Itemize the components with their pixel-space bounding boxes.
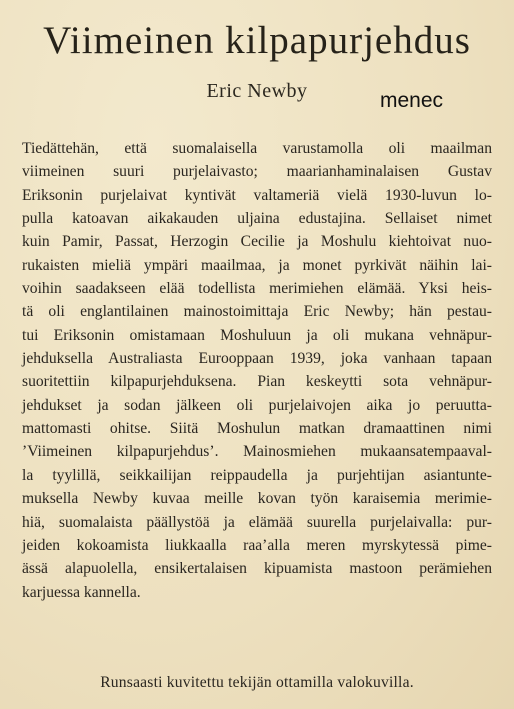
body-line: ’Viimeinen kilpapurjehdus’. Mainosmiehen mukaansatempaaval- (22, 443, 492, 461)
body-line: jeiden kokoamista liukkaalla raa’alla meren myrskytessä pime- (22, 536, 492, 554)
footer-note: Runsaasti kuvitettu tekijän ottamilla valokuvilla. (100, 674, 414, 691)
body-line: jehdukset ja sodan jälkeen oli purjelaivojen aika jo peruutta- (22, 396, 492, 414)
body-line: tui Eriksonin omistamaan Moshuluun ja oli mukana vehnäpur- (22, 326, 492, 344)
body-line: mattomasti ohitse. Siitä Moshulun matkan dramaattinen nimi (22, 420, 492, 438)
body-line: viimeinen suuri purjelaivasto; maarianhaminalaisen Gustav (22, 163, 492, 181)
body-line: ässä alapuolella, ensikertalaisen kipuamista mastoon perämiehen (22, 560, 492, 578)
body-line: tä oli englantilainen mainostoimittaja Eric Newby; hän pestau- (22, 303, 492, 321)
body-line: suoritettiin kilpapurjehduksena. Pian keskeytti sota vehnäpur- (22, 373, 492, 391)
body-line: la tyylillä, seikkailijan reippaudella ja purjehtijan asiantunte- (22, 466, 492, 484)
body-line: jehduksella Australiasta Eurooppaan 1939, joka vanhaan tapaan (22, 350, 492, 368)
page-title: Viimeinen kilpapurjehdus (43, 19, 471, 62)
body-line: Eriksonin purjelaivat kyntivät valtameriä vielä 1930-luvun lo- (22, 186, 492, 204)
body-line: muksella Newby kuvaa meille kovan työn karaisemia merimie- (22, 490, 492, 508)
body-line: hiä, suomalaista päällystöä ja elämää suurella purjelaivalla: pur- (22, 513, 492, 531)
body-line: Tiedättehän, että suomalaisella varustamolla oli maailman (22, 140, 492, 157)
author-name: Eric Newby (206, 80, 308, 102)
body-line: voihin saadakseen elää todellista merimiehen elämää. Yksi heis- (22, 280, 492, 298)
body-line: pulla katoavan aikakauden uljaina edustajina. Sellaiset nimet (22, 210, 492, 228)
body-line: karjuessa kannella. (22, 583, 141, 601)
stamp-text: menec (380, 89, 444, 112)
description-paragraph (22, 137, 492, 604)
body-line: rukaisten mieliä ympäri maailmaa, ja monet pyrkivät näihin lai- (22, 256, 492, 274)
body-line: kuin Pamir, Passat, Herzogin Cecilie ja Moshulu kiehtoivat nuo- (22, 233, 492, 251)
